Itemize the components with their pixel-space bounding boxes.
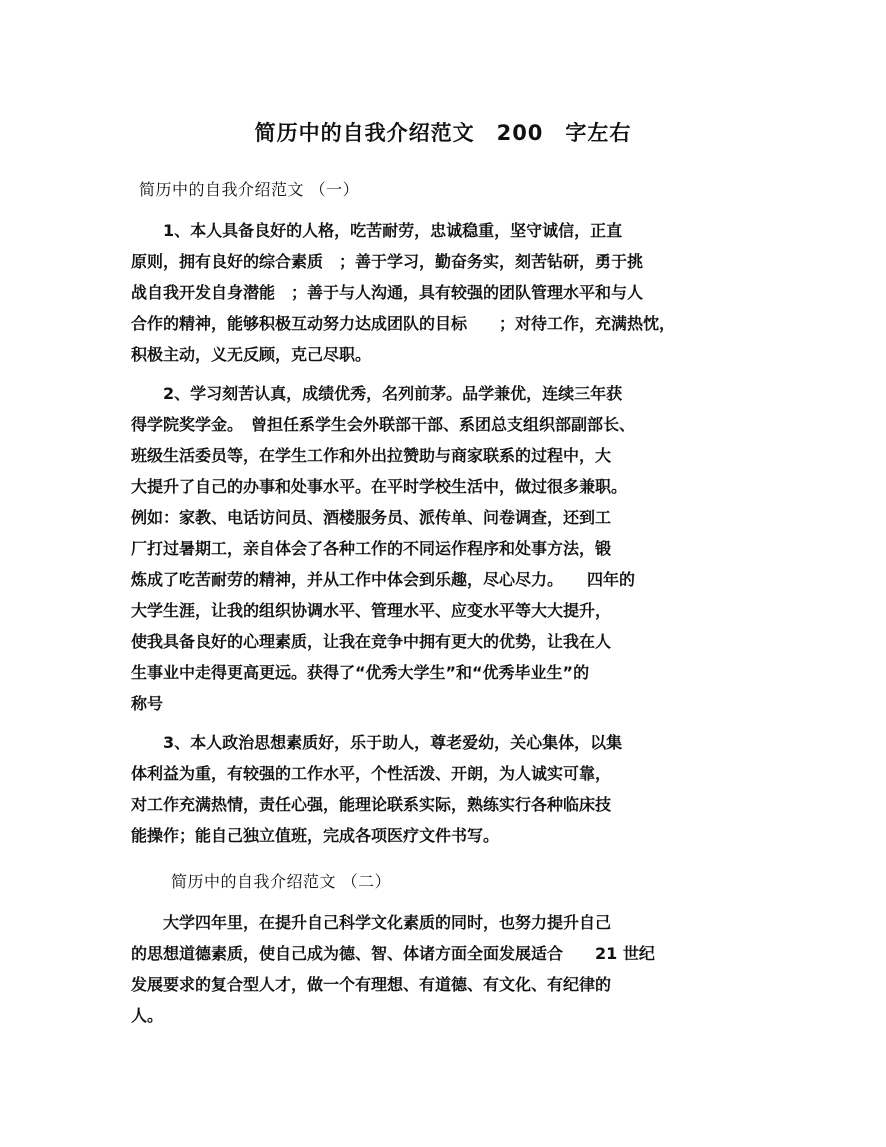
paragraph-line: 称号	[131, 694, 164, 713]
paragraph-2	[131, 378, 741, 719]
paragraph-3	[131, 727, 741, 851]
paragraph-line: 合作的精神，能够积极互动努力达成团队的目标 ；对待工作，充满热忱，	[131, 314, 676, 333]
paragraph-line: 人。	[131, 1006, 164, 1025]
paragraph-line: 3、本人政治思想素质好，乐于助人，尊老爱幼，关心集体，以集	[131, 733, 623, 752]
document-title: 简历中的自我介绍范文 200 字左右	[254, 121, 632, 145]
paragraph-line: 得学院奖学金。 曾担任系学生会外联部干部、系团总支组织部副部长、	[131, 415, 636, 434]
section-heading-1: 简历中的自我介绍范文 （一）	[139, 180, 360, 199]
paragraph-line: 战自我开发自身潜能 ；善于与人沟通，具有较强的团队管理水平和与人	[131, 283, 644, 302]
paragraph-line: 大学生涯，让我的组织协调水平、管理水平、应变水平等大大提升，	[131, 601, 612, 620]
paragraph-line: 炼成了吃苦耐劳的精神，并从工作中体会到乐趣，尽心尽力。 四年的	[131, 570, 636, 589]
paragraph-4	[131, 907, 741, 1031]
paragraph-line: 原则，拥有良好的综合素质 ；善于学习，勤奋务实，刻苦钻研，勇于挑	[131, 252, 644, 271]
paragraph-line: 对工作充满热情，责任心强，能理论联系实际，熟练实行各种临床技	[131, 795, 612, 814]
paragraph-1	[131, 215, 741, 370]
paragraph-line: 的思想道德素质，使自己成为德、智、体诸方面全面发展适合 21 世纪	[131, 944, 655, 963]
paragraph-line: 大提升了自己的办事和处事水平。在平时学校生活中，做过很多兼职。	[131, 477, 628, 496]
paragraph-line: 生事业中走得更高更远。获得了“优秀大学生”和“优秀毕业生”的	[131, 663, 590, 682]
paragraph-line: 2、学习刻苦认真，成绩优秀，名列前茅。品学兼优，连续三年获	[131, 384, 623, 403]
paragraph-line: 大学四年里，在提升自己科学文化素质的同时，也努力提升自己	[131, 913, 612, 932]
section-heading-2: 简历中的自我介绍范文 （二）	[171, 872, 392, 891]
paragraph-line: 1、本人具备良好的人格，吃苦耐劳，忠诚稳重，坚守诚信，正直	[131, 221, 623, 240]
paragraph-line: 例如：家教、电话访问员、酒楼服务员、派传单、问卷调查，还到工	[131, 508, 612, 527]
paragraph-line: 班级生活委员等，在学生工作和外出拉赞助与商家联系的过程中，大	[131, 446, 612, 465]
paragraph-line: 使我具备良好的心理素质，让我在竞争中拥有更大的优势，让我在人	[131, 632, 612, 651]
paragraph-line: 发展要求的复合型人才，做一个有理想、有道德、有文化、有纪律的	[131, 975, 612, 994]
paragraph-line: 厂打过暑期工，亲自体会了各种工作的不同运作程序和处事方法，锻	[131, 539, 612, 558]
paragraph-line: 能操作；能自己独立值班，完成各项医疗文件书写。	[131, 826, 500, 845]
paragraph-line: 积极主动，义无反顾，克己尽职。	[131, 345, 372, 364]
paragraph-line: 体利益为重，有较强的工作水平，个性活泼、开朗，为人诚实可靠，	[131, 764, 612, 783]
